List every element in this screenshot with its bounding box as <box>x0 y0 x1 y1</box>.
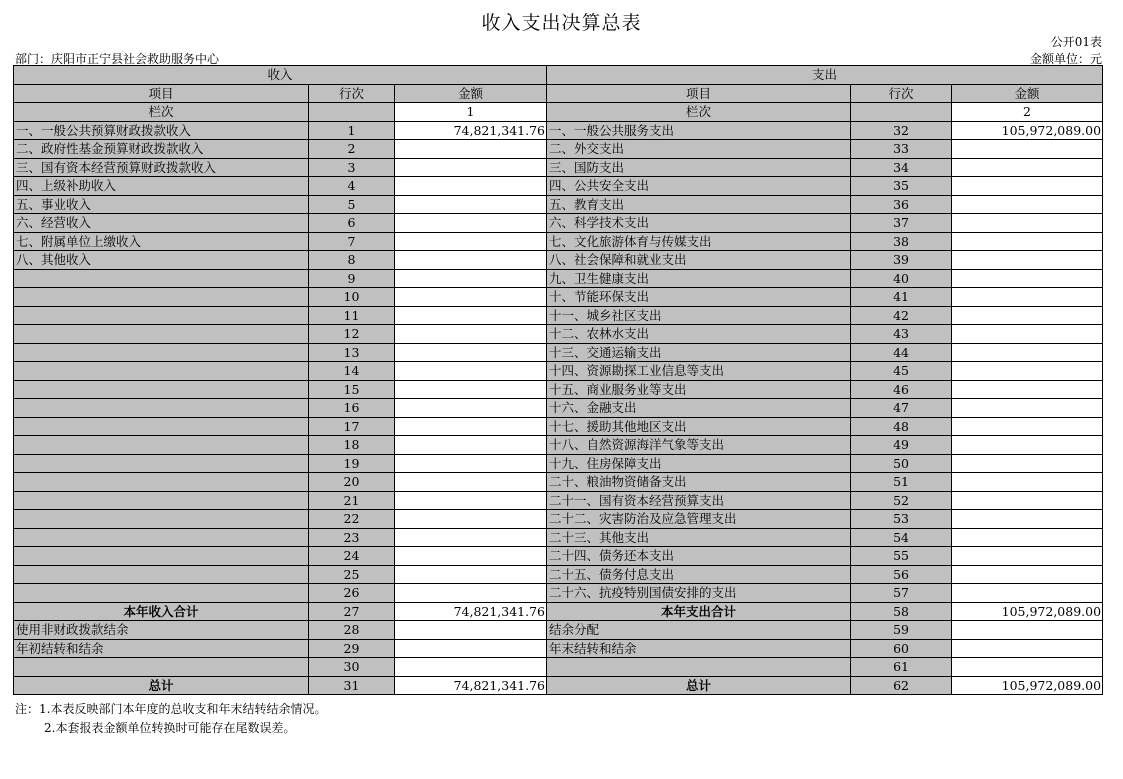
expense-row-no: 44 <box>851 343 952 362</box>
expense-item: 十六、金融支出 <box>547 399 851 418</box>
income-row-no: 30 <box>309 658 395 677</box>
income-item <box>14 565 309 584</box>
table-row <box>14 195 1103 214</box>
income-amount <box>395 140 547 159</box>
expense-column-no-label: 栏次 <box>547 103 851 122</box>
income-item <box>14 269 309 288</box>
income-row-no: 18 <box>309 436 395 455</box>
table-row <box>14 251 1103 270</box>
income-amount <box>395 658 547 677</box>
income-amount <box>395 232 547 251</box>
expense-item: 八、社会保障和就业支出 <box>547 251 851 270</box>
expense-amount: 105,972,089.00 <box>952 676 1103 695</box>
expense-row-no: 58 <box>851 602 952 621</box>
income-amount <box>395 528 547 547</box>
expense-amount <box>952 177 1103 196</box>
expense-amount <box>952 251 1103 270</box>
expense-item: 十四、资源勘探工业信息等支出 <box>547 362 851 381</box>
income-item-header: 项目 <box>14 84 309 103</box>
income-row-no: 4 <box>309 177 395 196</box>
table-row <box>14 362 1103 381</box>
income-amount <box>395 251 547 270</box>
table-row <box>14 417 1103 436</box>
income-amount <box>395 343 547 362</box>
table-row <box>14 399 1103 418</box>
income-item <box>14 399 309 418</box>
expense-amount <box>952 639 1103 658</box>
expense-section-header: 支出 <box>547 66 1103 85</box>
table-row <box>14 565 1103 584</box>
income-amount <box>395 584 547 603</box>
expense-column-no: 2 <box>952 103 1103 122</box>
income-item: 六、经营收入 <box>14 214 309 233</box>
table-row <box>14 214 1103 233</box>
income-section-header: 收入 <box>14 66 547 85</box>
expense-item: 十三、交通运输支出 <box>547 343 851 362</box>
income-amount: 74,821,341.76 <box>395 602 547 621</box>
expense-row-no: 42 <box>851 306 952 325</box>
expense-amount <box>952 158 1103 177</box>
expense-amount <box>952 436 1103 455</box>
expense-amount <box>952 325 1103 344</box>
income-amount <box>395 177 547 196</box>
table-row <box>14 658 1103 677</box>
income-item: 总计 <box>14 676 309 695</box>
income-row-no: 6 <box>309 214 395 233</box>
expense-amount <box>952 232 1103 251</box>
income-column-no: 1 <box>395 103 547 122</box>
income-row-no-header: 行次 <box>309 84 395 103</box>
table-row <box>14 454 1103 473</box>
income-amount <box>395 214 547 233</box>
table-row <box>14 140 1103 159</box>
income-amount <box>395 491 547 510</box>
expense-item: 结余分配 <box>547 621 851 640</box>
income-row-no: 14 <box>309 362 395 381</box>
income-item <box>14 584 309 603</box>
expense-row-no: 48 <box>851 417 952 436</box>
column-number-row <box>14 103 1103 122</box>
expense-amount: 105,972,089.00 <box>952 602 1103 621</box>
income-item <box>14 547 309 566</box>
expense-row-no: 35 <box>851 177 952 196</box>
income-row-no: 22 <box>309 510 395 529</box>
expense-amount <box>952 565 1103 584</box>
expense-item: 十五、商业服务业等支出 <box>547 380 851 399</box>
expense-item: 十二、农林水支出 <box>547 325 851 344</box>
income-row-no: 7 <box>309 232 395 251</box>
income-amount <box>395 565 547 584</box>
income-row-no: 2 <box>309 140 395 159</box>
expense-item: 一、一般公共服务支出 <box>547 121 851 140</box>
income-column-no-blank <box>309 103 395 122</box>
table-row <box>14 510 1103 529</box>
expense-item: 二十四、债务还本支出 <box>547 547 851 566</box>
expense-row-no: 45 <box>851 362 952 381</box>
income-amount <box>395 454 547 473</box>
expense-amount <box>952 140 1103 159</box>
expense-item: 二十一、国有资本经营预算支出 <box>547 491 851 510</box>
expense-item: 九、卫生健康支出 <box>547 269 851 288</box>
expense-item: 十九、住房保障支出 <box>547 454 851 473</box>
income-row-no: 23 <box>309 528 395 547</box>
note-1: 注：1.本表反映部门本年度的总收支和年末结转结余情况。 <box>15 702 327 716</box>
income-item <box>14 528 309 547</box>
income-item <box>14 454 309 473</box>
income-amount <box>395 325 547 344</box>
expense-item: 年末结转和结余 <box>547 639 851 658</box>
income-item <box>14 436 309 455</box>
expense-row-no: 55 <box>851 547 952 566</box>
expense-row-no: 41 <box>851 288 952 307</box>
form-code: 公开01表 <box>1050 35 1102 49</box>
expense-item: 二十二、灾害防治及应急管理支出 <box>547 510 851 529</box>
income-row-no: 10 <box>309 288 395 307</box>
table-row <box>14 547 1103 566</box>
income-row-no: 9 <box>309 269 395 288</box>
expense-row-no: 52 <box>851 491 952 510</box>
expense-amount <box>952 195 1103 214</box>
income-amount <box>395 158 547 177</box>
expense-amount <box>952 343 1103 362</box>
expense-item: 三、国防支出 <box>547 158 851 177</box>
expense-row-no: 33 <box>851 140 952 159</box>
income-row-no: 1 <box>309 121 395 140</box>
expense-item: 本年支出合计 <box>547 602 851 621</box>
income-amount <box>395 306 547 325</box>
expense-item-header: 项目 <box>547 84 851 103</box>
income-item: 七、附属单位上缴收入 <box>14 232 309 251</box>
income-row-no: 17 <box>309 417 395 436</box>
expense-item: 十、节能环保支出 <box>547 288 851 307</box>
table-row <box>14 584 1103 603</box>
income-item: 本年收入合计 <box>14 602 309 621</box>
income-row-no: 25 <box>309 565 395 584</box>
table-row <box>14 639 1103 658</box>
table-row <box>14 343 1103 362</box>
table-row <box>14 177 1103 196</box>
income-row-no: 27 <box>309 602 395 621</box>
expense-row-no-header: 行次 <box>851 84 952 103</box>
expense-amount <box>952 528 1103 547</box>
expense-row-no: 43 <box>851 325 952 344</box>
income-item <box>14 473 309 492</box>
expense-amount <box>952 658 1103 677</box>
expense-row-no: 51 <box>851 473 952 492</box>
expense-row-no: 54 <box>851 528 952 547</box>
income-row-no: 16 <box>309 399 395 418</box>
income-amount <box>395 269 547 288</box>
income-row-no: 15 <box>309 380 395 399</box>
column-header-row <box>14 84 1103 103</box>
expense-item: 二十三、其他支出 <box>547 528 851 547</box>
income-row-no: 3 <box>309 158 395 177</box>
expense-row-no: 38 <box>851 232 952 251</box>
income-amount <box>395 362 547 381</box>
income-item <box>14 380 309 399</box>
year-total-row <box>14 602 1103 621</box>
expense-amount <box>952 269 1103 288</box>
income-row-no: 31 <box>309 676 395 695</box>
income-item: 二、政府性基金预算财政拨款收入 <box>14 140 309 159</box>
expense-item: 十七、援助其他地区支出 <box>547 417 851 436</box>
expense-amount <box>952 380 1103 399</box>
expense-row-no: 59 <box>851 621 952 640</box>
table-row <box>14 380 1103 399</box>
income-item <box>14 658 309 677</box>
income-amount <box>395 288 547 307</box>
income-row-no: 12 <box>309 325 395 344</box>
income-row-no: 13 <box>309 343 395 362</box>
expense-amount <box>952 473 1103 492</box>
income-amount <box>395 417 547 436</box>
income-column-no-label: 栏次 <box>14 103 309 122</box>
expense-row-no: 37 <box>851 214 952 233</box>
table-row <box>14 269 1103 288</box>
expense-row-no: 60 <box>851 639 952 658</box>
expense-row-no: 61 <box>851 658 952 677</box>
table-row <box>14 491 1103 510</box>
income-item: 四、上级补助收入 <box>14 177 309 196</box>
income-item: 八、其他收入 <box>14 251 309 270</box>
expense-row-no: 49 <box>851 436 952 455</box>
expense-amount <box>952 214 1103 233</box>
table-row <box>14 436 1103 455</box>
expense-amount: 105,972,089.00 <box>952 121 1103 140</box>
expense-amount <box>952 399 1103 418</box>
table-row <box>14 325 1103 344</box>
expense-amount-header: 金额 <box>952 84 1103 103</box>
amount-unit-label: 金额单位：元 <box>1029 52 1102 66</box>
expense-item: 二十五、债务付息支出 <box>547 565 851 584</box>
income-item: 一、一般公共预算财政拨款收入 <box>14 121 309 140</box>
income-item <box>14 362 309 381</box>
income-item: 五、事业收入 <box>14 195 309 214</box>
expense-item: 五、教育支出 <box>547 195 851 214</box>
income-row-no: 28 <box>309 621 395 640</box>
expense-row-no: 36 <box>851 195 952 214</box>
expense-amount <box>952 417 1103 436</box>
section-header-row <box>14 66 1103 85</box>
table-row <box>14 306 1103 325</box>
income-item <box>14 325 309 344</box>
expense-row-no: 53 <box>851 510 952 529</box>
table-row <box>14 232 1103 251</box>
expense-row-no: 46 <box>851 380 952 399</box>
income-row-no: 26 <box>309 584 395 603</box>
income-item <box>14 306 309 325</box>
budget-summary-table <box>13 65 1103 695</box>
expense-item: 十一、城乡社区支出 <box>547 306 851 325</box>
income-amount: 74,821,341.76 <box>395 121 547 140</box>
income-row-no: 24 <box>309 547 395 566</box>
income-amount <box>395 621 547 640</box>
expense-item: 六、科学技术支出 <box>547 214 851 233</box>
income-item <box>14 417 309 436</box>
income-row-no: 21 <box>309 491 395 510</box>
income-amount: 74,821,341.76 <box>395 676 547 695</box>
income-row-no: 11 <box>309 306 395 325</box>
expense-row-no: 39 <box>851 251 952 270</box>
expense-item <box>547 658 851 677</box>
expense-item: 二十、粮油物资储备支出 <box>547 473 851 492</box>
income-item <box>14 491 309 510</box>
expense-amount <box>952 584 1103 603</box>
expense-amount <box>952 288 1103 307</box>
expense-row-no: 62 <box>851 676 952 695</box>
income-item: 年初结转和结余 <box>14 639 309 658</box>
department-label: 部门：庆阳市正宁县社会救助服务中心 <box>15 52 220 66</box>
expense-row-no: 56 <box>851 565 952 584</box>
expense-amount <box>952 306 1103 325</box>
income-amount <box>395 436 547 455</box>
expense-amount <box>952 362 1103 381</box>
table-row <box>14 473 1103 492</box>
income-row-no: 20 <box>309 473 395 492</box>
income-item: 使用非财政拨款结余 <box>14 621 309 640</box>
expense-item: 二十六、抗疫特别国债安排的支出 <box>547 584 851 603</box>
expense-row-no: 40 <box>851 269 952 288</box>
expense-item: 七、文化旅游体育与传媒支出 <box>547 232 851 251</box>
expense-amount <box>952 510 1103 529</box>
page-title: 收入支出决算总表 <box>481 12 642 34</box>
income-amount-header: 金额 <box>395 84 547 103</box>
expense-row-no: 47 <box>851 399 952 418</box>
income-item <box>14 343 309 362</box>
income-item: 三、国有资本经营预算财政拨款收入 <box>14 158 309 177</box>
income-amount <box>395 547 547 566</box>
table-row <box>14 121 1103 140</box>
income-row-no: 29 <box>309 639 395 658</box>
expense-amount <box>952 491 1103 510</box>
expense-row-no: 57 <box>851 584 952 603</box>
table-row <box>14 158 1103 177</box>
income-amount <box>395 510 547 529</box>
expense-item: 总计 <box>547 676 851 695</box>
table-row <box>14 288 1103 307</box>
note-2: 2.本套报表金额单位转换时可能存在尾数误差。 <box>44 721 296 735</box>
expense-item: 二、外交支出 <box>547 140 851 159</box>
expense-column-no-blank <box>851 103 952 122</box>
expense-amount <box>952 547 1103 566</box>
income-amount <box>395 639 547 658</box>
table-row <box>14 528 1103 547</box>
expense-row-no: 34 <box>851 158 952 177</box>
expense-item: 十八、自然资源海洋气象等支出 <box>547 436 851 455</box>
income-amount <box>395 399 547 418</box>
grand-total-row <box>14 676 1103 695</box>
income-amount <box>395 473 547 492</box>
table-row <box>14 621 1103 640</box>
expense-amount <box>952 621 1103 640</box>
income-row-no: 5 <box>309 195 395 214</box>
income-item <box>14 510 309 529</box>
expense-amount <box>952 454 1103 473</box>
expense-row-no: 50 <box>851 454 952 473</box>
income-item <box>14 288 309 307</box>
income-row-no: 19 <box>309 454 395 473</box>
expense-row-no: 32 <box>851 121 952 140</box>
income-amount <box>395 380 547 399</box>
expense-item: 四、公共安全支出 <box>547 177 851 196</box>
income-row-no: 8 <box>309 251 395 270</box>
income-amount <box>395 195 547 214</box>
